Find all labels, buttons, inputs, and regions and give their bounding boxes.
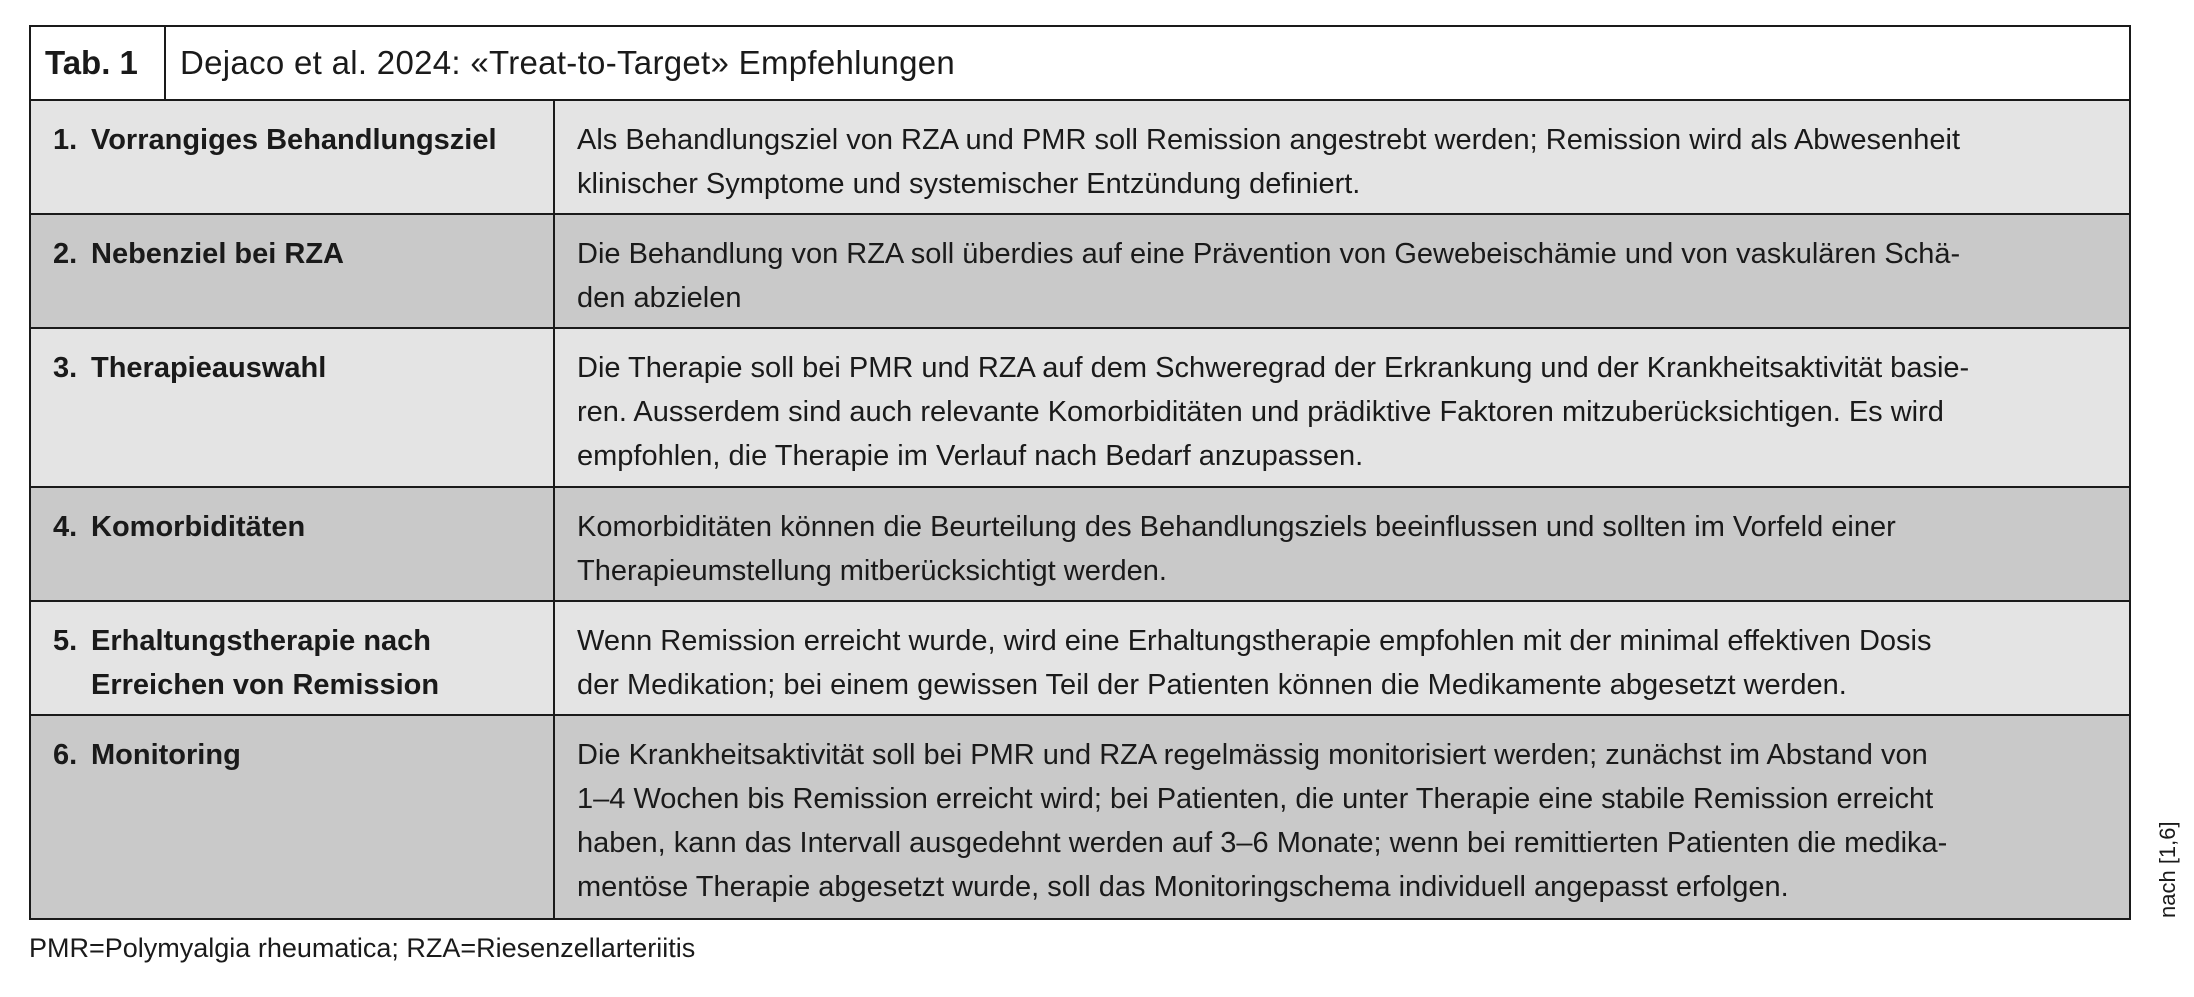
row-heading-text: Erhaltungstherapie nach bbox=[91, 625, 432, 657]
row-number: 2. bbox=[53, 238, 78, 270]
row-text-line: Wenn Remission erreicht wurde, wird eine Erhaltungstherapie empfohlen mit der minimal effektiven Dosis bbox=[577, 625, 1932, 657]
row-heading-text: Vorrangiges Behandlungsziel bbox=[91, 124, 497, 156]
row-text-line: Die Krankheitsaktivität soll bei PMR und RZA regelmässig monitorisiert werden; zunächst im Abstand von bbox=[577, 739, 1928, 771]
row-heading bbox=[31, 488, 555, 600]
table-row bbox=[31, 329, 2129, 488]
row-text-line: Die Behandlung von RZA soll überdies auf eine Prävention von Gewebeischämie und von vaskulären Schä- bbox=[577, 238, 1961, 270]
row-description bbox=[555, 716, 2129, 918]
table-label: Tab. 1 bbox=[31, 27, 166, 99]
row-text-line: Die Therapie soll bei PMR und RZA auf dem Schweregrad der Erkrankung und der Krankheitsaktivität basie- bbox=[577, 352, 1970, 384]
row-text-line: Therapieumstellung mitberücksichtigt werden. bbox=[577, 555, 1167, 587]
table-row bbox=[31, 488, 2129, 602]
row-description bbox=[555, 329, 2129, 486]
table-row bbox=[31, 716, 2129, 918]
row-text-line: mentöse Therapie abgesetzt wurde, soll das Monitoringschema individuell angepasst erfolgen. bbox=[577, 871, 1789, 903]
source-citation: nach [1,6] bbox=[2155, 821, 2180, 918]
row-text-line: Komorbiditäten können die Beurteilung des Behandlungsziels beeinflussen und sollten im Vorfeld einer bbox=[577, 511, 1896, 543]
table-row bbox=[31, 602, 2129, 716]
row-heading-text: Nebenziel bei RZA bbox=[91, 238, 344, 270]
row-number: 6. bbox=[53, 739, 78, 771]
table-row bbox=[31, 101, 2129, 215]
row-text-line: 1–4 Wochen bis Remission erreicht wird; bei Patienten, die unter Therapie eine stabile Remission erreicht bbox=[577, 783, 1934, 815]
table-footnote: PMR=Polymyalgia rheumatica; RZA=Riesenzellarteriitis bbox=[29, 933, 696, 963]
row-description bbox=[555, 101, 2129, 213]
row-heading bbox=[31, 215, 555, 327]
table-row bbox=[31, 215, 2129, 329]
row-heading-text: Monitoring bbox=[91, 739, 241, 771]
table-title: Dejaco et al. 2024: «Treat-to-Target» Empfehlungen bbox=[180, 44, 956, 81]
row-number: 3. bbox=[53, 352, 78, 384]
row-heading-text: Erreichen von Remission bbox=[91, 669, 440, 701]
table-title-bar bbox=[31, 27, 2129, 101]
row-heading bbox=[31, 716, 555, 918]
row-text-line: der Medikation; bei einem gewissen Teil der Patienten können die Medikamente abgesetzt werden. bbox=[577, 669, 1847, 701]
row-text-line: klinischer Symptome und systemischer Entzündung definiert. bbox=[577, 168, 1361, 200]
row-text-line: haben, kann das Intervall ausgedehnt werden auf 3–6 Monate; wenn bei remittierten Patienten die medika- bbox=[577, 827, 1948, 859]
row-text-line: empfohlen, die Therapie im Verlauf nach Bedarf anzupassen. bbox=[577, 440, 1364, 472]
row-heading-text: Therapieauswahl bbox=[91, 352, 327, 384]
row-text-line: ren. Ausserdem sind auch relevante Komorbiditäten und prädiktive Faktoren mitzuberücksichtigen. Es wird bbox=[577, 396, 1944, 428]
row-number: 1. bbox=[53, 124, 78, 156]
row-heading-text: Komorbiditäten bbox=[91, 511, 306, 543]
row-description bbox=[555, 602, 2129, 714]
row-text-line: den abzielen bbox=[577, 282, 742, 314]
recommendations-table bbox=[29, 25, 2131, 920]
row-number: 4. bbox=[53, 511, 78, 543]
row-text-line: Als Behandlungsziel von RZA und PMR soll Remission angestrebt werden; Remission wird als Abwesenheit bbox=[577, 124, 1961, 156]
row-heading bbox=[31, 329, 555, 486]
row-heading bbox=[31, 602, 555, 714]
row-number: 5. bbox=[53, 625, 78, 657]
row-description bbox=[555, 488, 2129, 600]
row-heading bbox=[31, 101, 555, 213]
row-description bbox=[555, 215, 2129, 327]
